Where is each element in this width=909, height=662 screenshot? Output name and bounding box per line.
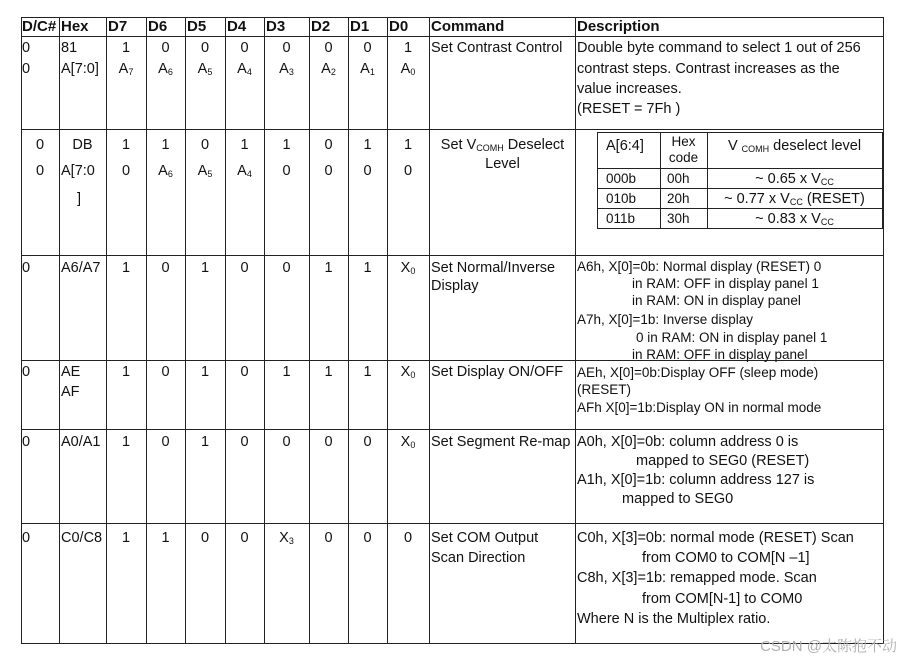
bit-d0: 1: [403, 137, 413, 153]
description-line: (RESET = 7Fh ): [577, 101, 681, 117]
bit-d2: 1: [324, 260, 333, 276]
bit-d1: 1: [363, 260, 372, 276]
bit-d5: 1: [200, 260, 210, 276]
bit-d3: 0: [282, 260, 291, 276]
dc-value: 0: [22, 61, 31, 77]
hex-value: A6/A7: [61, 260, 101, 276]
description-line: from COM[N-1] to COM0: [642, 591, 803, 607]
vcomh-level-table: [597, 132, 883, 229]
command-name: Level: [485, 156, 520, 172]
command-name: Display: [431, 278, 479, 294]
bit-d6: 0: [161, 40, 170, 56]
bit-d6: 0: [161, 364, 170, 380]
subtable-header-level: V $_{COMH}$ deselect level: [727, 138, 862, 154]
bit-d1: 1: [363, 137, 372, 153]
bit-d1: 0: [363, 163, 372, 179]
bit-d7: 1: [121, 260, 131, 276]
bit-d6: 0: [161, 434, 170, 450]
bit-d7: 1: [121, 434, 131, 450]
bit-d2: 1: [324, 364, 333, 380]
bit-d7: $A_7$: [118, 61, 134, 77]
bit-d7: 1: [121, 40, 131, 56]
bit-d0: 1: [403, 40, 413, 56]
bit-d0: $X_0$: [400, 434, 416, 450]
description-line: mapped to SEG0: [622, 491, 734, 507]
hex-value: DB: [72, 137, 93, 153]
bit-d5: 1: [200, 434, 210, 450]
bit-d4: $A_4$: [237, 163, 252, 179]
bit-d1: 0: [363, 530, 372, 546]
bit-d0: $X_0$: [400, 364, 416, 380]
command-name: Scan Direction: [431, 550, 526, 566]
bit-d4: 1: [240, 137, 249, 153]
bit-d6: 1: [161, 137, 170, 153]
subtable-hex: 00h: [667, 171, 690, 186]
header-command: Command: [431, 18, 505, 35]
subtable-header-hex: Hex: [671, 134, 696, 149]
description-line: Where N is the Multiplex ratio.: [577, 611, 771, 627]
bit-d5: 0: [200, 137, 210, 153]
description-line: C0h, X[3]=0b: normal mode (RESET) Scan: [577, 530, 854, 546]
command-name: Set Segment Re-map: [431, 434, 571, 450]
header-d6: D6: [148, 18, 168, 35]
dc-value: 0: [22, 260, 31, 276]
bit-d4: 0: [240, 40, 249, 56]
subtable-level: ~ 0.83 x $V_{CC}$: [755, 211, 834, 227]
bit-d7: 1: [121, 530, 131, 546]
watermark-text: CSDN @太陈抱不动: [760, 638, 897, 655]
bit-d4: 0: [240, 434, 249, 450]
dc-value: 0: [22, 40, 31, 56]
command-name: Set COM Output: [431, 530, 539, 546]
description-line: A1h, X[0]=1b: column address 127 is: [577, 472, 815, 488]
description-line: 0 in RAM: ON in display panel 1: [636, 330, 828, 345]
hex-value: AF: [61, 384, 80, 400]
header-description: Description: [577, 18, 660, 35]
subtable-hex: 30h: [667, 211, 690, 226]
bit-d0: 0: [403, 163, 413, 179]
description-line: in RAM: OFF in display panel: [632, 347, 808, 362]
subtable-level: ~ 0.77 x $V_{CC}$ (RESET): [724, 191, 865, 207]
bit-d2: 0: [324, 163, 333, 179]
bit-d6: 1: [161, 530, 170, 546]
description-line: in RAM: OFF in display panel 1: [632, 276, 819, 291]
subtable-header-a: A[6:4]: [606, 138, 644, 154]
description-line: (RESET): [577, 382, 631, 397]
bit-d7: 1: [121, 137, 131, 153]
bit-d1: 0: [363, 434, 372, 450]
bit-d7: 0: [121, 163, 131, 179]
subtable-a: 000b: [606, 171, 637, 186]
bit-d3: $A_3$: [279, 61, 294, 77]
bit-d6: 0: [161, 260, 170, 276]
bit-d2: 0: [324, 434, 333, 450]
description-line: C8h, X[3]=1b: remapped mode. Scan: [577, 570, 817, 586]
hex-value: AE: [61, 364, 81, 380]
subtable-level: ~ 0.65 x $V_{CC}$: [755, 171, 834, 187]
subtable-a: 011b: [606, 211, 636, 226]
bit-d0: 0: [403, 530, 413, 546]
hex-value: C0/C8: [61, 530, 103, 546]
bit-d4: $A_4$: [237, 61, 252, 77]
description-line: mapped to SEG0 (RESET): [636, 453, 810, 469]
bit-d2: 0: [324, 137, 333, 153]
subtable-a: 010b: [606, 191, 637, 206]
header-d2: D2: [311, 18, 331, 35]
bit-d2: 0: [324, 530, 333, 546]
bit-d5: 0: [200, 530, 210, 546]
header-d4: D4: [227, 18, 247, 35]
header-hex: Hex: [61, 18, 89, 35]
description-line: contrast steps. Contrast increases as the: [577, 61, 840, 77]
command-name: Set Normal/Inverse: [431, 260, 556, 276]
header-d5: D5: [187, 18, 207, 35]
bit-d3: 1: [282, 137, 291, 153]
dc-value: 0: [22, 434, 31, 450]
bit-d3: 0: [282, 434, 291, 450]
description-line: AFh X[0]=1b:Display ON in normal mode: [577, 400, 822, 415]
bit-d6: $A_6$: [158, 61, 173, 77]
description-line: from COM0 to COM[N –1]: [642, 550, 810, 566]
bit-d0: $X_0$: [400, 260, 416, 276]
bit-d1: 1: [363, 364, 372, 380]
subtable-header-hex: code: [668, 150, 699, 165]
header-dc: D/C#: [22, 18, 57, 35]
hex-value: A[7:0]: [61, 61, 99, 77]
bit-d6: $A_6$: [158, 163, 173, 179]
command-name: Set Contrast Control: [431, 40, 563, 56]
dc-value: 0: [35, 137, 45, 153]
header-d3: D3: [266, 18, 286, 35]
bit-d3: 0: [282, 40, 291, 56]
command-name: Set $V_{COMH}$ Deselect: [440, 137, 565, 153]
description-line: in RAM: ON in display panel: [632, 293, 801, 308]
description-line: A7h, X[0]=1b: Inverse display: [577, 312, 753, 327]
header-d1: D1: [350, 18, 370, 35]
bit-d7: 1: [121, 364, 131, 380]
description-line: A0h, X[0]=0b: column address 0 is: [577, 434, 799, 450]
hex-value: 81: [61, 40, 78, 56]
bit-d1: $A_1$: [360, 61, 375, 77]
bit-d3: 0: [282, 163, 291, 179]
description-line: Double byte command to select 1 out of 256: [577, 40, 861, 56]
description-line: value increases.: [577, 81, 682, 97]
command-name: Set Display ON/OFF: [431, 364, 564, 380]
bit-d5: $A_5$: [197, 163, 213, 179]
dc-value: 0: [22, 530, 31, 546]
bit-d2: $A_2$: [321, 61, 336, 77]
bit-d5: $A_5$: [197, 61, 213, 77]
bit-d1: 0: [363, 40, 372, 56]
bit-d5: 1: [200, 364, 210, 380]
bit-d4: 0: [240, 364, 249, 380]
header-d7: D7: [108, 18, 128, 35]
bit-d3: $X_3$: [279, 530, 294, 546]
header-d0: D0: [389, 18, 409, 35]
bit-d4: 0: [240, 530, 249, 546]
bit-d5: 0: [200, 40, 210, 56]
subtable-hex: 20h: [667, 191, 690, 206]
description-line: A6h, X[0]=0b: Normal display (RESET) 0: [577, 259, 822, 274]
dc-value: 0: [35, 163, 45, 179]
hex-value: A0/A1: [61, 434, 101, 450]
hex-value: A[7:0: [61, 163, 95, 179]
dc-value: 0: [22, 364, 31, 380]
bit-d0: $A_0$: [400, 61, 416, 77]
bit-d3: 1: [282, 364, 291, 380]
hex-value: ]: [77, 191, 82, 207]
bit-d4: 0: [240, 260, 249, 276]
description-line: AEh, X[0]=0b:Display OFF (sleep mode): [577, 365, 819, 380]
bit-d2: 0: [324, 40, 333, 56]
